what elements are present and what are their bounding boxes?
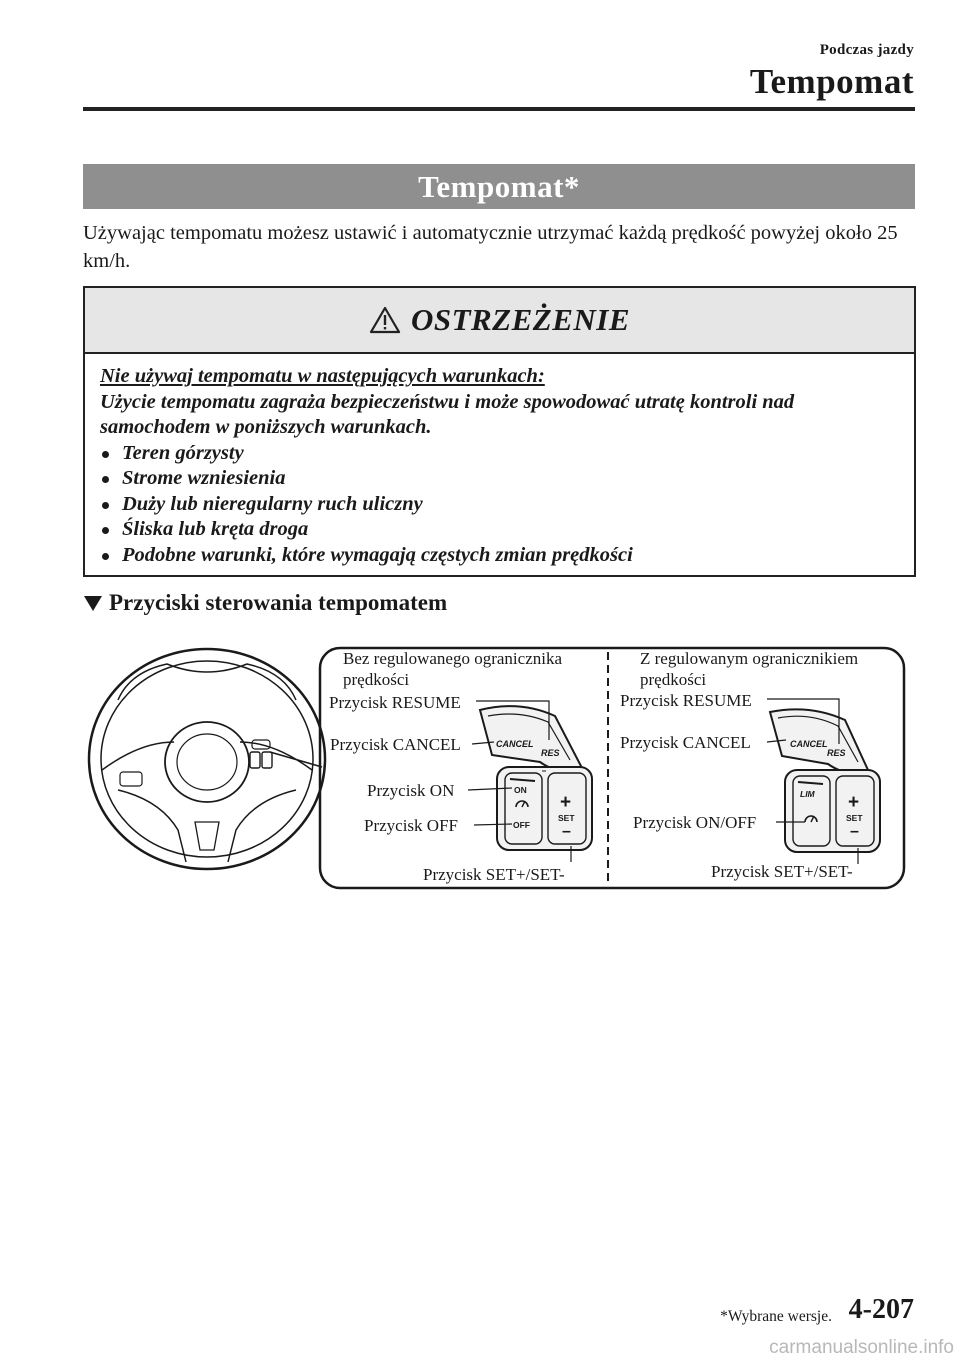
plus-button-text: + xyxy=(560,792,572,813)
left-on-off-set-switch xyxy=(497,767,592,850)
minus-button-text: – xyxy=(850,823,859,840)
off-button-text: OFF xyxy=(513,820,530,830)
section-title-bar: Tempomat* xyxy=(83,164,915,209)
intro-paragraph: Używając tempomatu możesz ustawić i automatycznie utrzymać każdą prędkość powyżej około 25 km/h. xyxy=(83,222,898,272)
chapter-title: Podczas jazdy xyxy=(819,42,914,58)
right-cancel-label: Przycisk CANCEL xyxy=(620,733,751,752)
left-on-label: Przycisk ON xyxy=(367,781,455,800)
warning-list-item: Teren górzysty xyxy=(100,441,902,467)
right-lim-set-switch xyxy=(785,770,880,852)
warning-text: Użycie tempomatu zagraża bezpieczeństwu i może spowodować utratę kontroli nad samochodem w poniższych warunkach. xyxy=(100,390,795,438)
warning-lead: Nie używaj tempomatu w następujących warunkach: xyxy=(100,365,545,387)
left-cancel-label: Przycisk CANCEL xyxy=(330,735,461,754)
lim-button-text: LIM xyxy=(800,789,815,799)
warning-list-item: Podobne warunki, które wymagają częstych zmian prędkości xyxy=(100,543,902,569)
right-onoff-label: Przycisk ON/OFF xyxy=(633,813,757,832)
footnote: *Wybrane wersje. xyxy=(720,1308,832,1325)
subheading-text: Przyciski sterowania tempomatem xyxy=(109,590,448,615)
warning-list-item: Śliska lub kręta droga xyxy=(100,517,902,543)
zoom-line xyxy=(270,752,322,767)
on-button-text: ON xyxy=(514,785,527,795)
left-off-label: Przycisk OFF xyxy=(364,816,458,835)
right-resume-label: Przycisk RESUME xyxy=(620,691,752,710)
plus-button-text: + xyxy=(848,792,860,813)
page-title: Tempomat xyxy=(749,62,914,101)
left-cancel-res-switch xyxy=(480,706,582,771)
minus-button-text: – xyxy=(562,823,571,840)
res-button-text: RES xyxy=(827,748,846,758)
set-button-text: SET xyxy=(846,813,863,823)
right-set-label: Przycisk SET+/SET- xyxy=(711,862,853,881)
page-number: 4-207 xyxy=(848,1294,914,1325)
left-caption-line2: prędkości xyxy=(343,670,410,689)
right-caption-line1: Z regulowanym ogranicznikiem xyxy=(640,649,859,668)
warning-list-item: Duży lub nieregularny ruch uliczny xyxy=(100,492,902,518)
res-button-text: RES xyxy=(541,748,560,758)
left-resume-label: Przycisk RESUME xyxy=(329,693,461,712)
set-button-text: SET xyxy=(558,813,575,823)
warning-list-item: Strome wzniesienia xyxy=(100,466,902,492)
steering-wheel-icon xyxy=(89,649,325,869)
right-caption-line2: prędkości xyxy=(640,670,707,689)
cancel-button-text: CANCEL xyxy=(496,739,534,749)
left-set-label: Przycisk SET+/SET- xyxy=(423,865,565,884)
cancel-button-text: CANCEL xyxy=(790,739,828,749)
right-cancel-res-switch xyxy=(770,709,868,773)
left-caption-line1: Bez regulowanego ogranicznika xyxy=(343,649,563,668)
watermark: carmanualsonline.info xyxy=(769,1337,954,1358)
warning-title: OSTRZEŻENIE xyxy=(410,302,631,337)
